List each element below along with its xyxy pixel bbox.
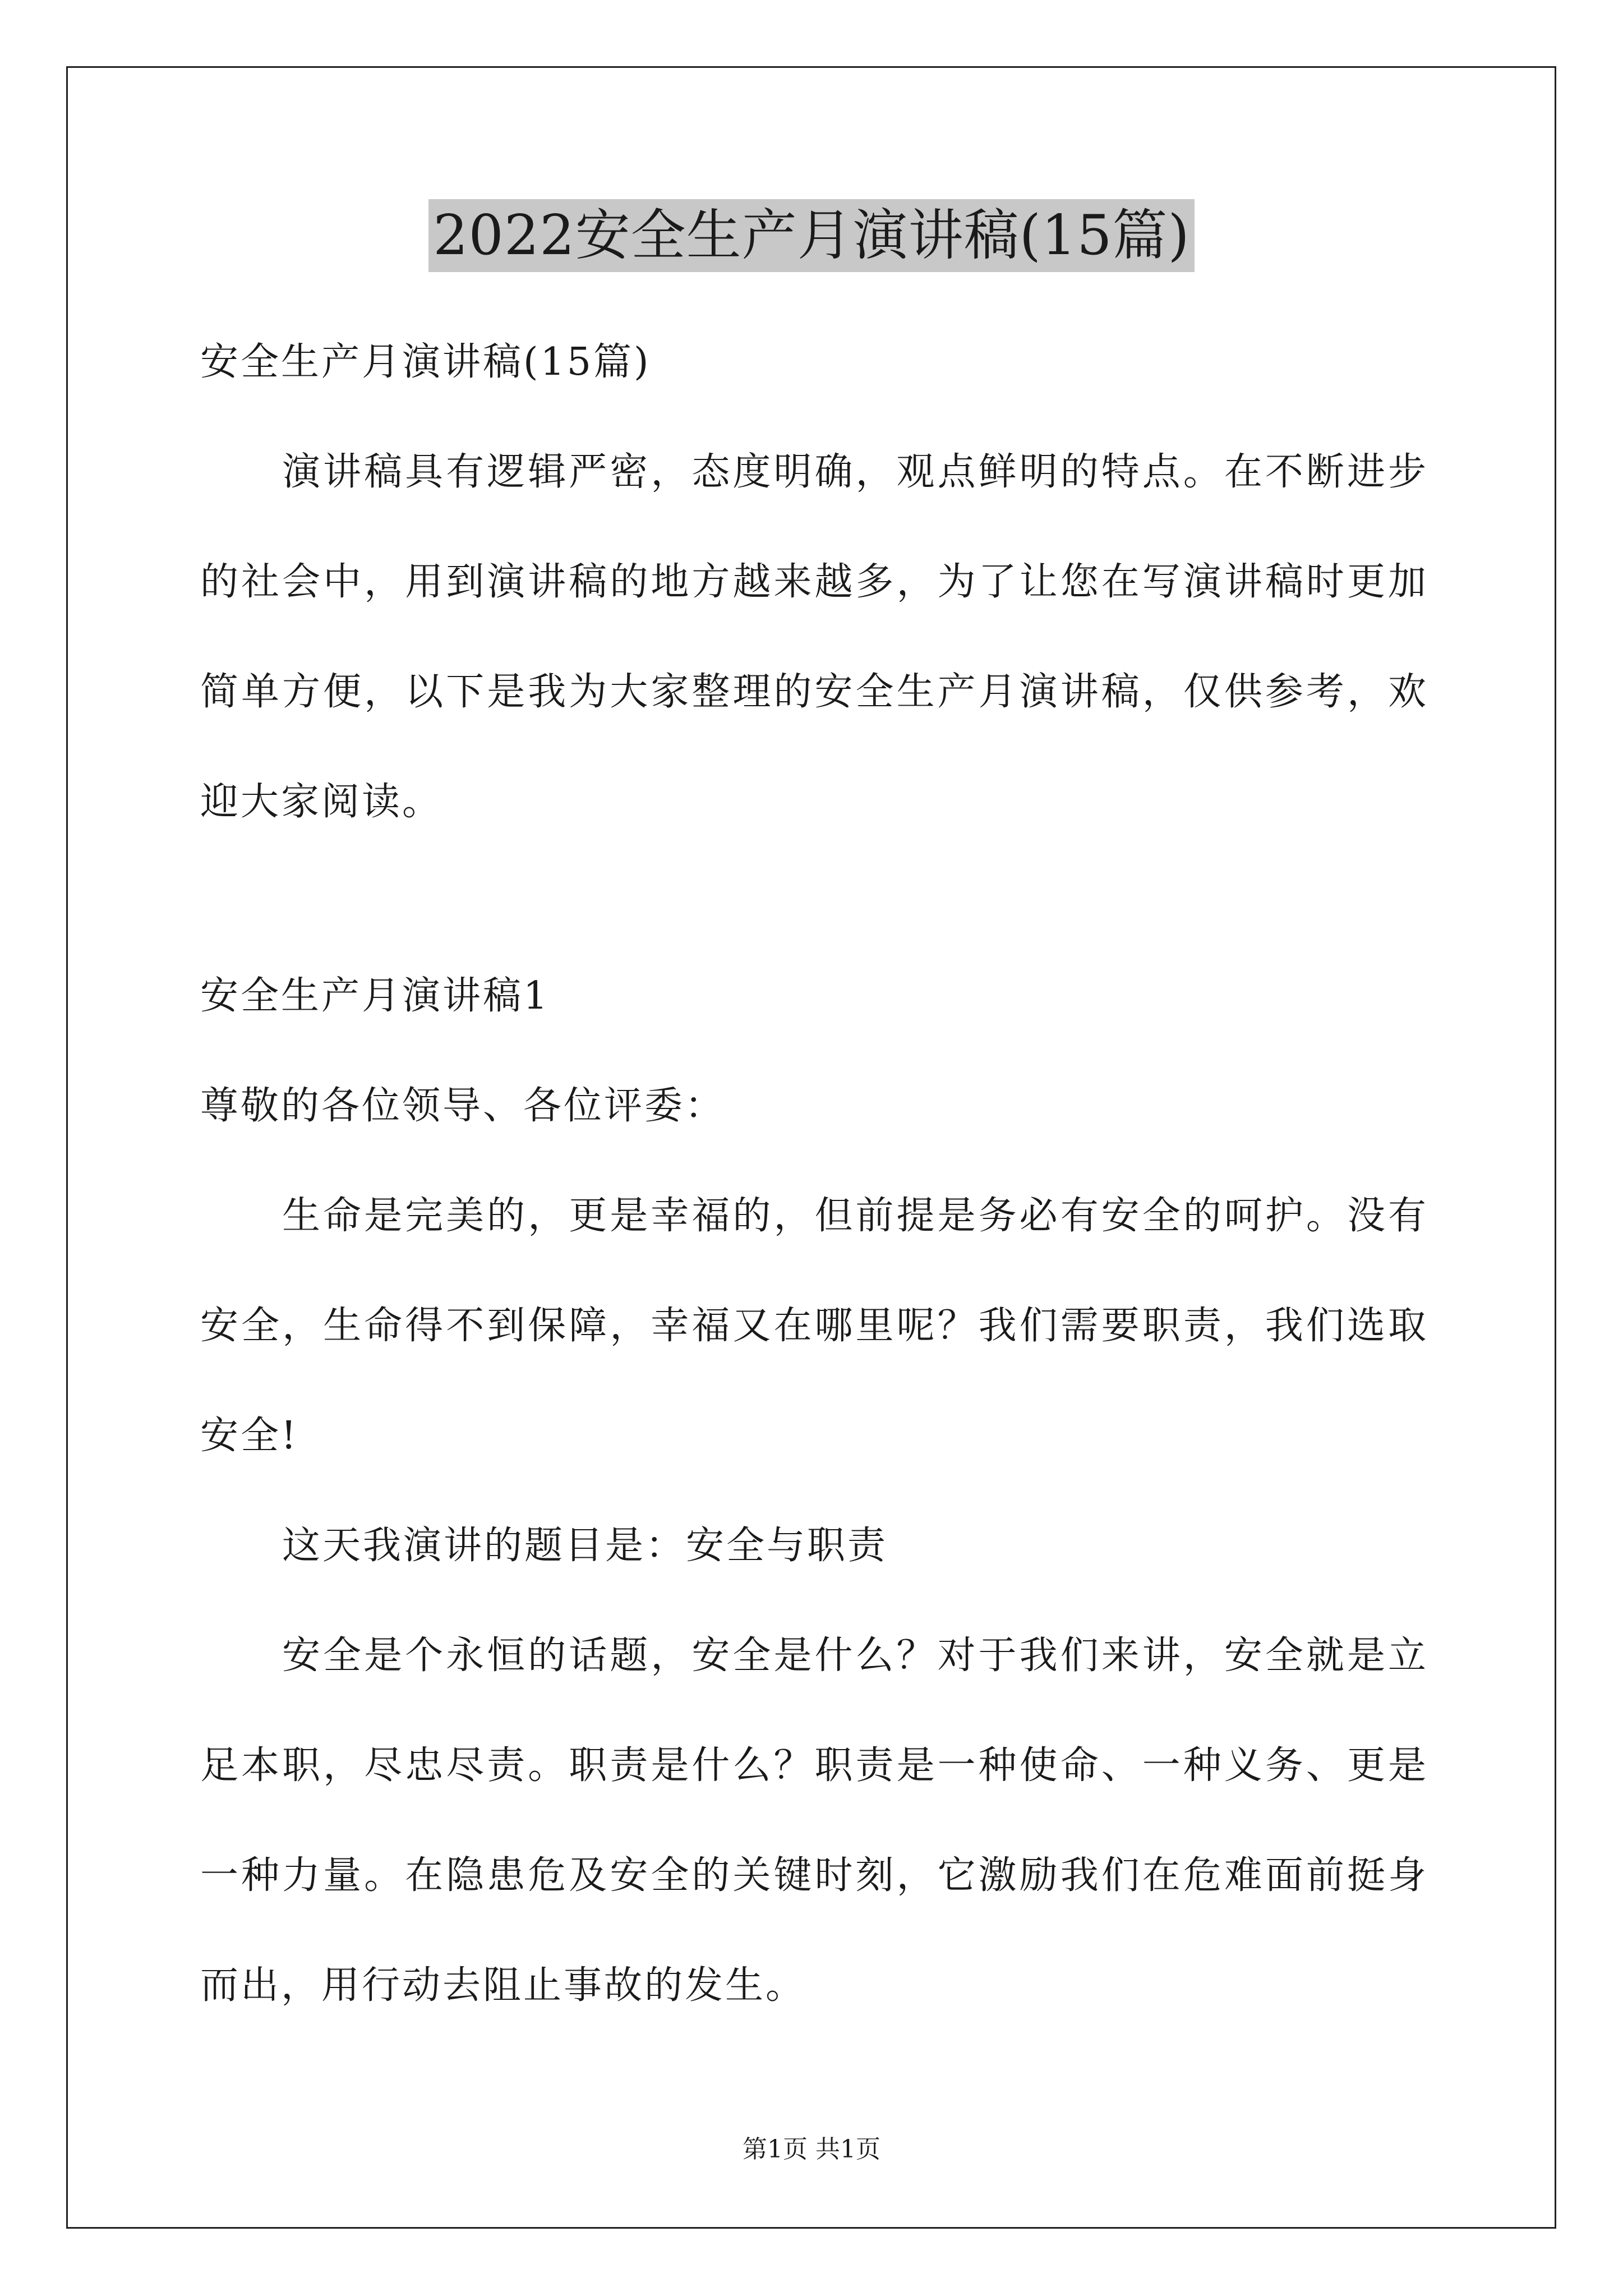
intro-paragraph: 演讲稿具有逻辑严密，态度明确，观点鲜明的特点。在不断进步的社会中，用到演讲稿的地方越来越多，为了让您在写演讲稿时更加简单方便，以下是我为大家整理的安全生产月演讲稿，仅供参考，欢迎大家阅读。	[200, 450, 1428, 824]
body-paragraph: 这天我演讲的题目是：安全与职责	[282, 1524, 888, 1568]
document-subtitle: 安全生产月演讲稿(15篇)	[200, 340, 651, 384]
section-heading: 安全生产月演讲稿1	[200, 974, 550, 1018]
body-paragraph: 安全是个永恒的话题，安全是什么？对于我们来讲，安全就是立足本职，尽忠尽责。职责是什么？职责是一种使命、一种义务、更是一种力量。在隐患危及安全的关键时刻，它激励我们在危难面前挺身而出，用行动去阻止事故的发生。	[200, 1634, 1428, 2008]
salutation: 尊敬的各位领导、各位评委：	[200, 1084, 726, 1128]
page-footer: 第1页 共1页	[743, 2135, 880, 2164]
section-gap	[200, 857, 1428, 941]
document-body	[200, 307, 1428, 2041]
body-paragraph: 生命是完美的，更是幸福的，但前提是务必有安全的呵护。没有安全，生命得不到保障，幸福又在哪里呢？我们需要职责，我们选取安全!	[200, 1194, 1428, 1458]
document-title: 2022安全生产月演讲稿(15篇)	[428, 199, 1195, 272]
title-container	[0, 199, 1623, 272]
